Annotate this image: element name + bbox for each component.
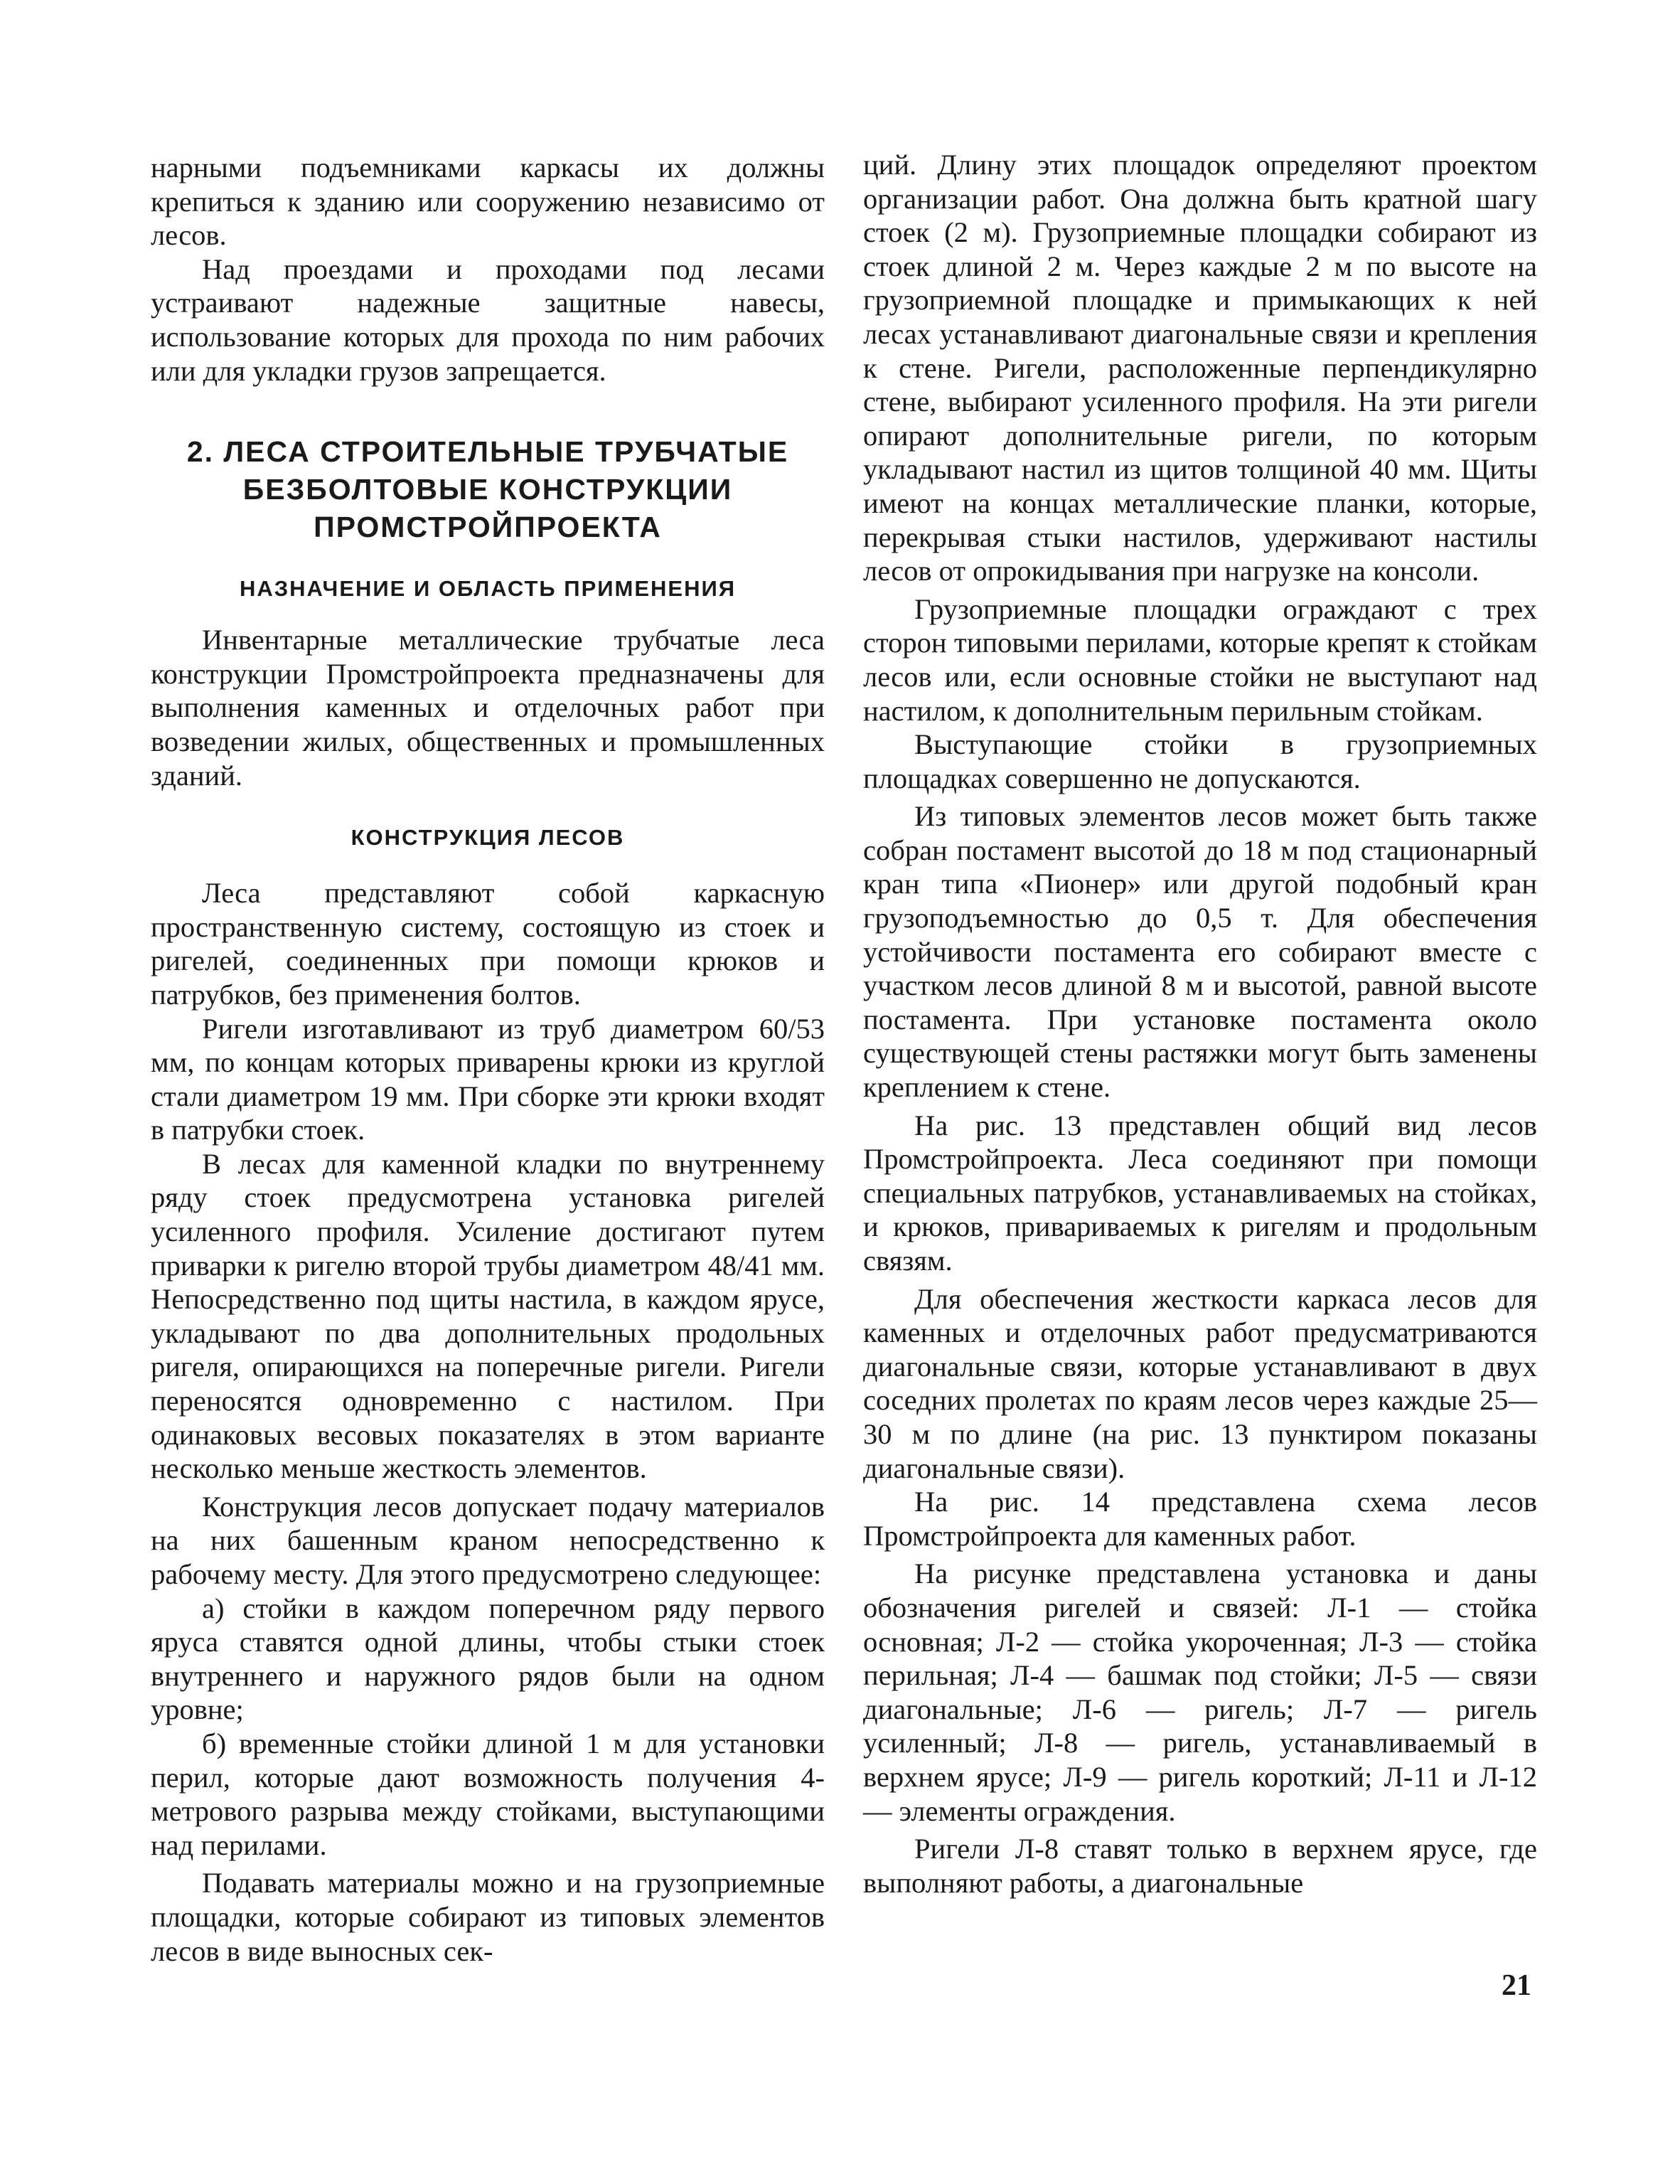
left-paragraph-5: Ригели изготавливают из труб диаметром 60/53 мм, по концам которых приварены крюки из круглой стали диаметром 19 мм. При сборке эти крюки входят в патрубки стоек. [151,1012,825,1146]
left-paragraph-2: Над проездами и проходами под лесами устраивают надежные защитные навесы, использование которых для прохода по ним рабочих или для укладки грузов запрещается. [151,252,825,387]
subtitle-construction: КОНСТРУКЦИЯ ЛЕСОВ [351,825,625,851]
left-paragraph-10: Подавать материалы можно и на грузоприемные площадки, которые собирают из типовых элементов лесов в виде выносных сек- [151,1867,825,1967]
right-paragraph-4: Из типовых элементов лесов может быть также собран постамент высотой до 18 м под стационарный кран типа «Пионер» или другой подобный кран грузоподъемностью до 0,5 т. Для обеспечения устойчивости постамента его собирают вместе с участком лесов длиной 8 м и высотой, равной высоте постамента. При установке постамента около существующей стены растяжки могут быть заменены креплением к стене. [863,800,1537,1104]
right-paragraph-8: На рисунке представлена установка и даны обозначения ригелей и связей: Л-1 — стойка основная; Л-2 — стойка укороченная; Л-3 — стойка перильная; Л-4 — башмак под стойки; Л-5 — связи диагональные; Л-6 — ригель; Л-7 — ригель усиленный; Л-8 — ригель, устанавливаемый в верхнем ярусе; Л-9 — ригель короткий; Л-11 и Л-12 — элементы ограждения. [863,1557,1537,1827]
section-title: 2. ЛЕСА СТРОИТЕЛЬНЫЕ ТРУБЧАТЫЕ БЕЗБОЛТОВЫЕ КОНСТРУКЦИИ ПРОМСТРОЙПРОЕКТА [186,435,789,544]
left-column [151,151,825,1968]
left-paragraph-8: а) стойки в каждом поперечном ряду первого яруса ставятся одной длины, чтобы стыки стоек внутреннего и наружного рядов были на одном уровне; [151,1592,825,1726]
right-paragraph-7: На рис. 14 представлена схема лесов Промстройпроекта для каменных работ. [863,1486,1537,1552]
left-paragraph-6: В лесах для каменной кладки по внутреннему ряду стоек предусмотрена установка ригелей усиленного профиля. Усиление достигают путем приварки к ригелю второй трубы диаметром 48/41 мм. Непосредственно под щиты настила, в каждом ярусе, укладывают по два дополнительных продольных ригеля, опирающихся на поперечные ригели. Ригели переносятся одновременно с настилом. При одинаковых весовых показателях в этом варианте несколько меньше жесткость элементов. [151,1147,825,1485]
right-paragraph-9: Ригели Л-8 ставят только в верхнем ярусе, где выполняют работы, а диагональные [863,1833,1537,1899]
right-paragraph-1: ций. Длину этих площадок определяют проектом организации работ. Она должна быть кратной шагу стоек (2 м). Грузоприемные площадки собирают из стоек длиной 2 м. Через каждые 2 м по высоте на грузоприемной площадке и примыкающих к ней лесах устанавливают диагональные связи и крепления к стене. Ригели, расположенные перпендикулярно стене, выбирают усиленного профиля. На эти ригели опирают дополнительные ригели, по которым укладывают настил из щитов толщиной 40 мм. Щиты имеют на концах металлические планки, которые, перекрывая стыки настилов, удерживают настилы лесов от опрокидывания при нагрузке на консоли. [863,149,1537,587]
left-paragraph-7: Конструкция лесов допускает подачу материалов на них башенным краном непосредственно к рабочему месту. Для этого предусмотрено следующее: [151,1490,825,1590]
right-paragraph-6: Для обеспечения жесткости каркаса лесов для каменных и отделочных работ предусматриваются диагональные связи, которые устанавливают в двух соседних пролетах по краям лесов через каждые 25—30 м по длине (на рис. 13 пунктиром показаны диагональные связи). [863,1282,1537,1484]
right-paragraph-3: Выступающие стойки в грузоприемных площадках совершенно не допускаются. [863,728,1537,794]
page-number: 21 [1502,1969,1531,2002]
left-paragraph-1: нарными подъемниками каркасы их должны крепиться к зданию или сооружению независимо от лесов. [151,151,825,252]
right-paragraph-5: На рис. 13 представлен общий вид лесов Промстройпроекта. Леса соединяют при помощи специальных патрубков, устанавливаемых на стойках, и крюков, привариваемых к ригелям и продольным связям. [863,1109,1537,1277]
left-paragraph-3: Инвентарные металлические трубчатые леса конструкции Промстройпроекта предназначены для выполнения каменных и отделочных работ при возведении жилых, общественных и промышленных зданий. [151,624,825,792]
right-column [863,148,1537,1900]
right-paragraph-2: Грузоприемные площадки ограждают с трех сторон типовыми перилами, которые крепят к стойкам лесов или, если основные стойки не выступают над настилом, к дополнительным перильным стойкам. [863,592,1537,727]
left-paragraph-4: Леса представляют собой каркасную пространственную систему, состоящую из стоек и ригелей, соединенных при помощи крюков и патрубков, без применения болтов. [151,877,825,1011]
left-paragraph-9: б) временные стойки длиной 1 м для установки перил, которые дают возможность получения 4-метрового разрыва между стойками, выступающими над перилами. [151,1727,825,1861]
subtitle-purpose: НАЗНАЧЕНИЕ И ОБЛАСТЬ ПРИМЕНЕНИЯ [239,576,737,602]
